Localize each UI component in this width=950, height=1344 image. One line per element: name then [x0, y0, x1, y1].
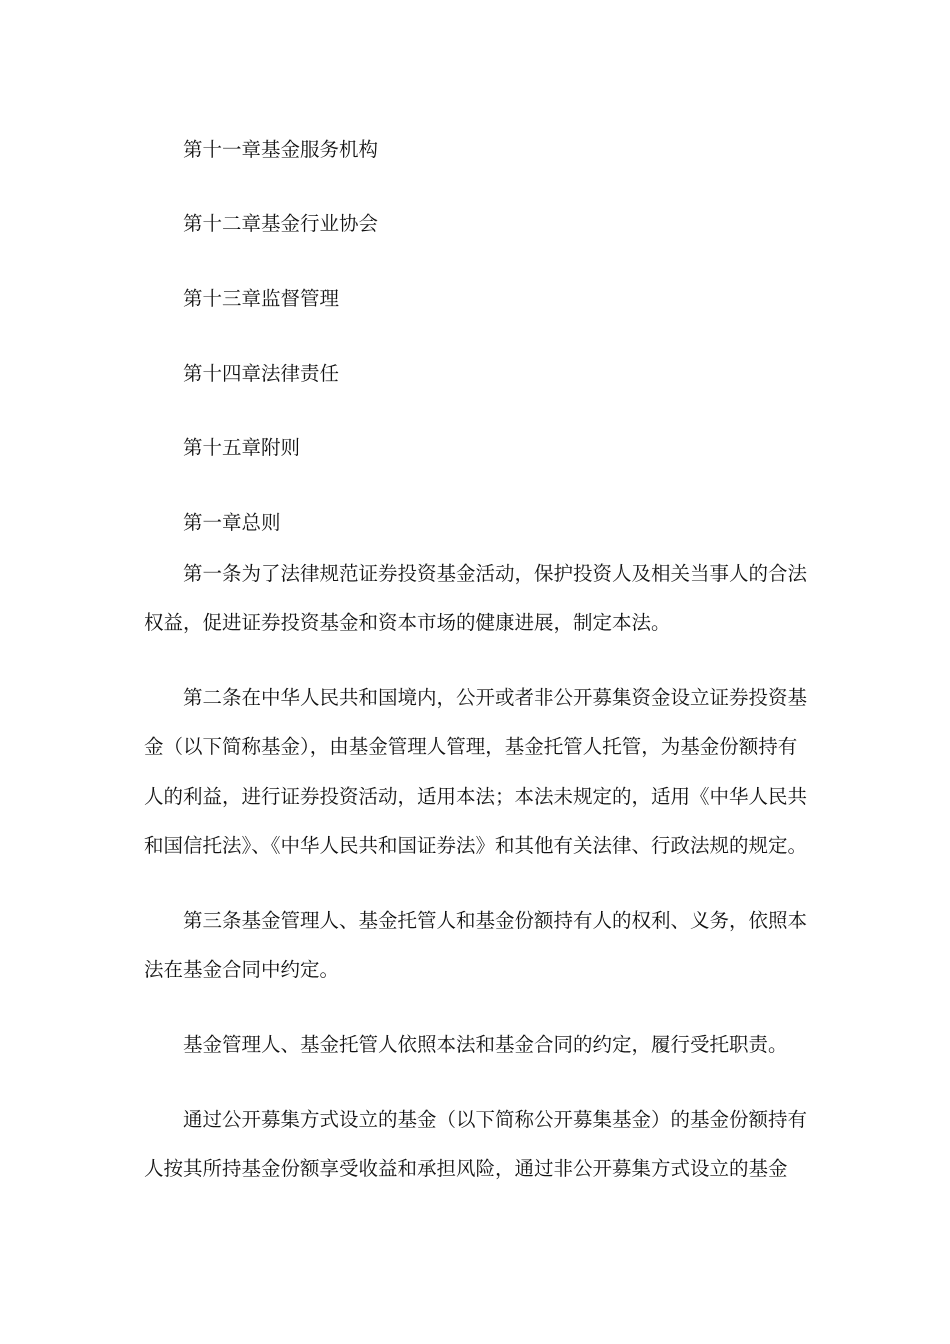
paragraph-line: 人按其所持基金份额享受收益和承担风险，通过非公开募集方式设立的基金 — [144, 1157, 788, 1180]
paragraph-line: 和国信托法》、《中华人民共和国证券法》和其他有关法律、行政法规的规定。 — [144, 834, 808, 857]
toc-entry-ch15: 第十五章附则 — [183, 436, 301, 459]
toc-entry-ch12: 第十二章基金行业协会 — [183, 212, 379, 235]
paragraph-line: 基金管理人、基金托管人依照本法和基金合同的约定，履行受托职责。 — [183, 1033, 788, 1056]
paragraph-line: 通过公开募集方式设立的基金（以下简称公开募集基金）的基金份额持有 — [183, 1108, 808, 1131]
toc-entry-ch14: 第十四章法律责任 — [183, 362, 340, 385]
paragraph-line: 第二条在中华人民共和国境内，公开或者非公开募集资金设立证券投资基 — [183, 686, 808, 709]
toc-entry-ch13: 第十三章监督管理 — [183, 287, 340, 310]
paragraph-line: 权益，促进证券投资基金和资本市场的健康进展，制定本法。 — [144, 611, 671, 634]
paragraph-line: 金（以下简称基金），由基金管理人管理，基金托管人托管，为基金份额持有 — [144, 735, 798, 758]
paragraph-line: 法在基金合同中约定。 — [144, 958, 340, 981]
paragraph-line: 第三条基金管理人、基金托管人和基金份额持有人的权利、义务，依照本 — [183, 909, 808, 932]
paragraph-line: 人的利益，进行证券投资活动，适用本法；本法未规定的，适用《中华人民共 — [144, 785, 808, 808]
paragraph-line: 第一条为了法律规范证券投资基金活动，保护投资人及相关当事人的合法 — [183, 562, 808, 585]
toc-entry-ch11: 第十一章基金服务机构 — [183, 138, 379, 161]
chapter-heading: 第一章总则 — [183, 511, 281, 534]
